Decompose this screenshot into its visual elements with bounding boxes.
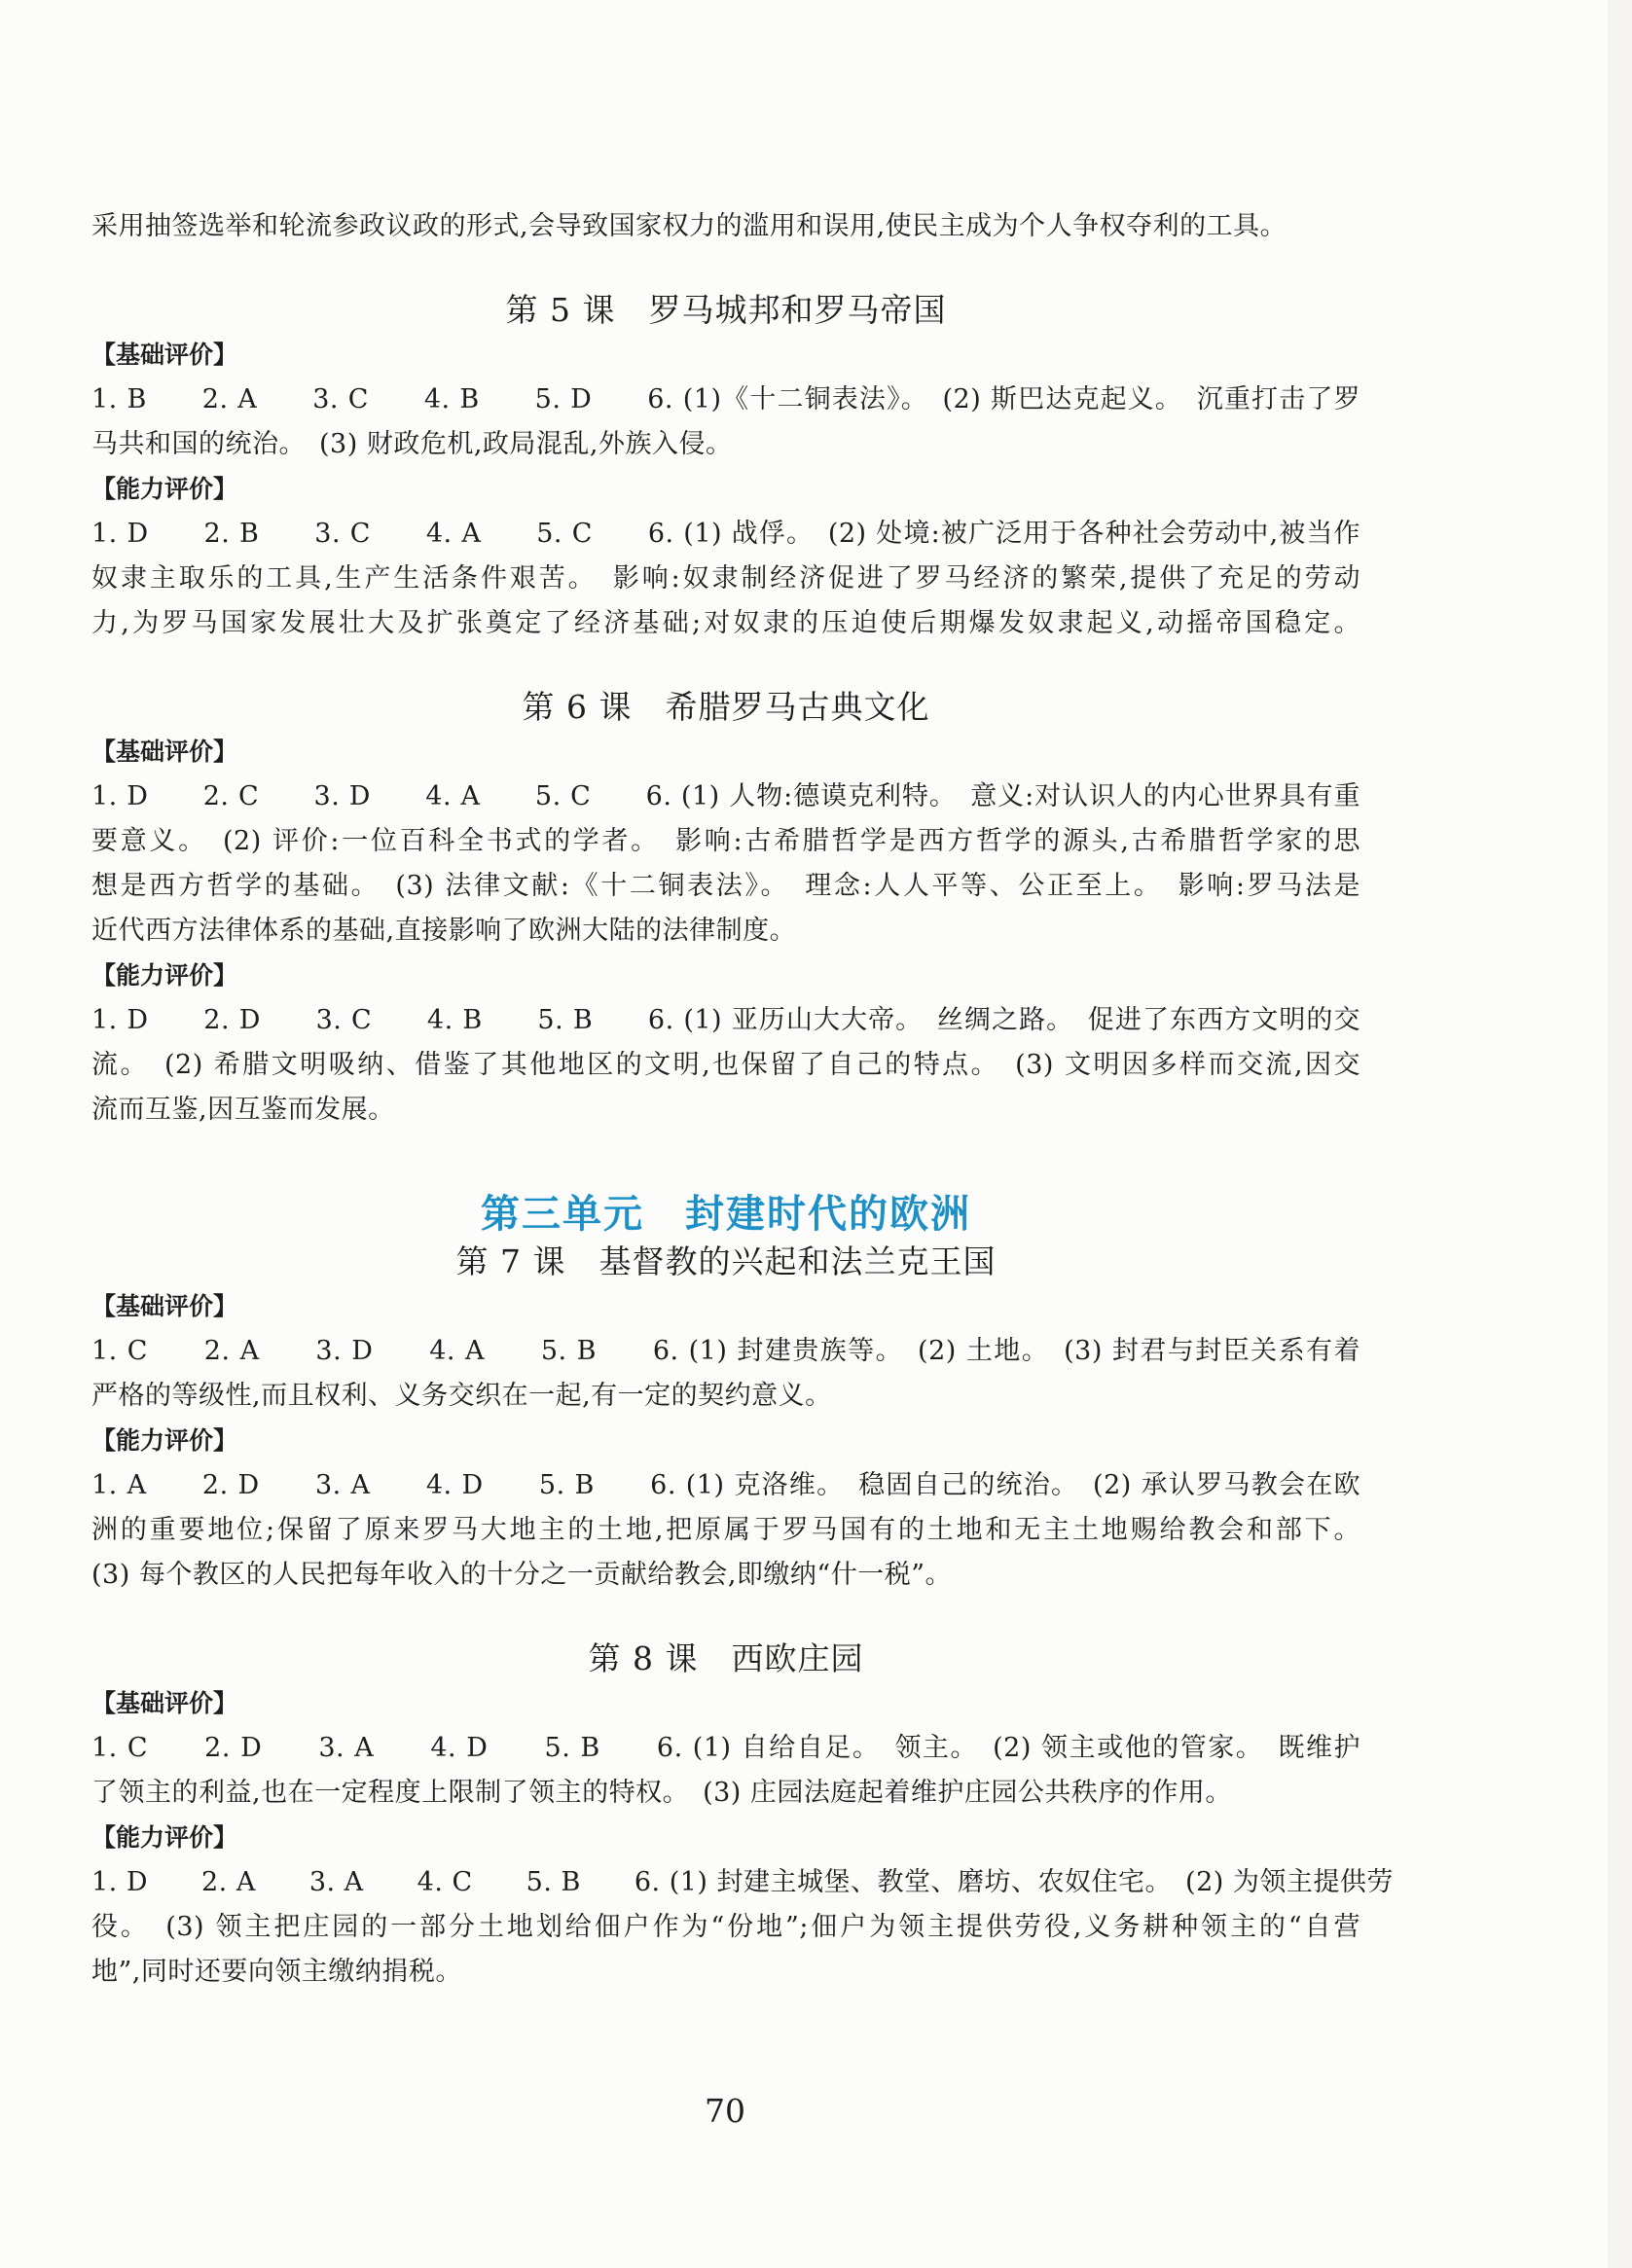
lesson-5-basic-line: 1. B 2. A 3. C 4. B 5. D 6. (1)《十二铜表法》。 (2) 斯巴达克起义。 沉重打击了罗 — [91, 384, 1360, 414]
unit-3-title: 第三单元 封建时代的欧洲 — [481, 1191, 971, 1237]
lesson-7-ability-line: 1. A 2. D 3. A 4. D 5. B 6. (1) 克洛维。 稳固自己的统治。 (2) 承认罗马教会在欧 — [91, 1470, 1360, 1500]
lesson-5-ability-line: 力,为罗马国家发展壮大及扩张奠定了经济基础;对奴隶的压迫使后期爆发奴隶起义,动摇帝国稳定。 — [91, 608, 1360, 638]
lesson-7-ability-line: (3) 每个教区的人民把每年收入的十分之一贡献给教会,即缴纳“什一税”。 — [91, 1560, 953, 1590]
lesson-5-ability-line: 奴隶主取乐的工具,生产生活条件艰苦。 影响:奴隶制经济促进了罗马经济的繁荣,提供了充足的劳动 — [91, 563, 1360, 594]
lesson-8-basic-line: 1. C 2. D 3. A 4. D 5. B 6. (1) 自给自足。 领主。 (2) 领主或他的管家。 既维护 — [91, 1733, 1360, 1763]
lesson-5-ability-line: 1. D 2. B 3. C 4. A 5. C 6. (1) 战俘。 (2) 处境:被广泛用于各种社会劳动中,被当作 — [91, 519, 1360, 549]
lesson-5-ability-label: 【能力评价】 — [91, 475, 238, 503]
page-number: 70 — [705, 2092, 745, 2130]
lesson-6-ability-label: 【能力评价】 — [91, 961, 238, 990]
answer-content — [91, 204, 1394, 1995]
lesson-8-basic-label: 【基础评价】 — [91, 1689, 238, 1717]
lesson-8-title: 第 8 课 西欧庄园 — [588, 1639, 864, 1677]
lesson-7-ability-label: 【能力评价】 — [91, 1426, 238, 1455]
lesson-7-title: 第 7 课 基督教的兴起和法兰克王国 — [455, 1242, 997, 1280]
lesson-7-basic-line: 1. C 2. A 3. D 4. A 5. B 6. (1) 封建贵族等。 (2) 土地。 (3) 封君与封臣关系有着 — [91, 1336, 1360, 1366]
lesson-8-ability-line: 役。 (3) 领主把庄园的一部分土地划给佃户作为“份地”;佃户为领主提供劳役,义务耕种领主的“自营 — [91, 1912, 1360, 1942]
lesson-6-basic-label: 【基础评价】 — [91, 738, 238, 766]
lesson-6-basic-line: 近代西方法律体系的基础,直接影响了欧洲大陆的法律制度。 — [91, 916, 797, 946]
lesson-6-ability-line: 流而互鉴,因互鉴而发展。 — [91, 1095, 395, 1125]
lesson-5-basic-line: 马共和国的统治。 (3) 财政危机,政局混乱,外族入侵。 — [91, 429, 733, 459]
lesson-7-ability-line: 洲的重要地位;保留了原来罗马大地主的土地,把原属于罗马国有的土地和无主土地赐给教会和部下。 — [91, 1515, 1360, 1545]
lesson-8-basic-line: 了领主的利益,也在一定程度上限制了领主的特权。 (3) 庄园法庭起着维护庄园公共秩序的作用。 — [91, 1778, 1232, 1808]
lesson-5-title: 第 5 课 罗马城邦和罗马帝国 — [505, 291, 947, 329]
lesson-8-ability-line: 1. D 2. A 3. A 4. C 5. B 6. (1) 封建主城堡、教堂、磨坊、农奴住宅。 (2) 为领主提供劳 — [91, 1867, 1394, 1897]
lesson-6-basic-line: 要意义。 (2) 评价:一位百科全书式的学者。 影响:古希腊哲学是西方哲学的源头,古希腊哲学家的思 — [91, 826, 1360, 856]
intro-line: 采用抽签选举和轮流参政议政的形式,会导致国家权力的滥用和误用,使民主成为个人争权夺利的工具。 — [91, 211, 1287, 241]
lesson-6-title: 第 6 课 希腊罗马古典文化 — [522, 688, 930, 726]
lesson-8-ability-label: 【能力评价】 — [91, 1823, 238, 1852]
lesson-6-basic-line: 1. D 2. C 3. D 4. A 5. C 6. (1) 人物:德谟克利特。 意义:对认识人的内心世界具有重 — [91, 781, 1360, 811]
lesson-6-ability-line: 1. D 2. D 3. C 4. B 5. B 6. (1) 亚历山大大帝。 丝绸之路。 促进了东西方文明的交 — [91, 1005, 1360, 1035]
lesson-7-basic-label: 【基础评价】 — [91, 1292, 238, 1320]
lesson-5-basic-label: 【基础评价】 — [91, 341, 238, 369]
lesson-6-basic-line: 想是西方哲学的基础。 (3) 法律文献:《十二铜表法》。 理念:人人平等、公正至上。 影响:罗马法是 — [91, 871, 1360, 901]
lesson-7-basic-line: 严格的等级性,而且权利、义务交织在一起,有一定的契约意义。 — [91, 1381, 832, 1411]
lesson-6-ability-line: 流。 (2) 希腊文明吸纳、借鉴了其他地区的文明,也保留了自己的特点。 (3) 文明因多样而交流,因交 — [91, 1050, 1360, 1080]
lesson-8-ability-line: 地”,同时还要向领主缴纳捐税。 — [91, 1957, 462, 1987]
